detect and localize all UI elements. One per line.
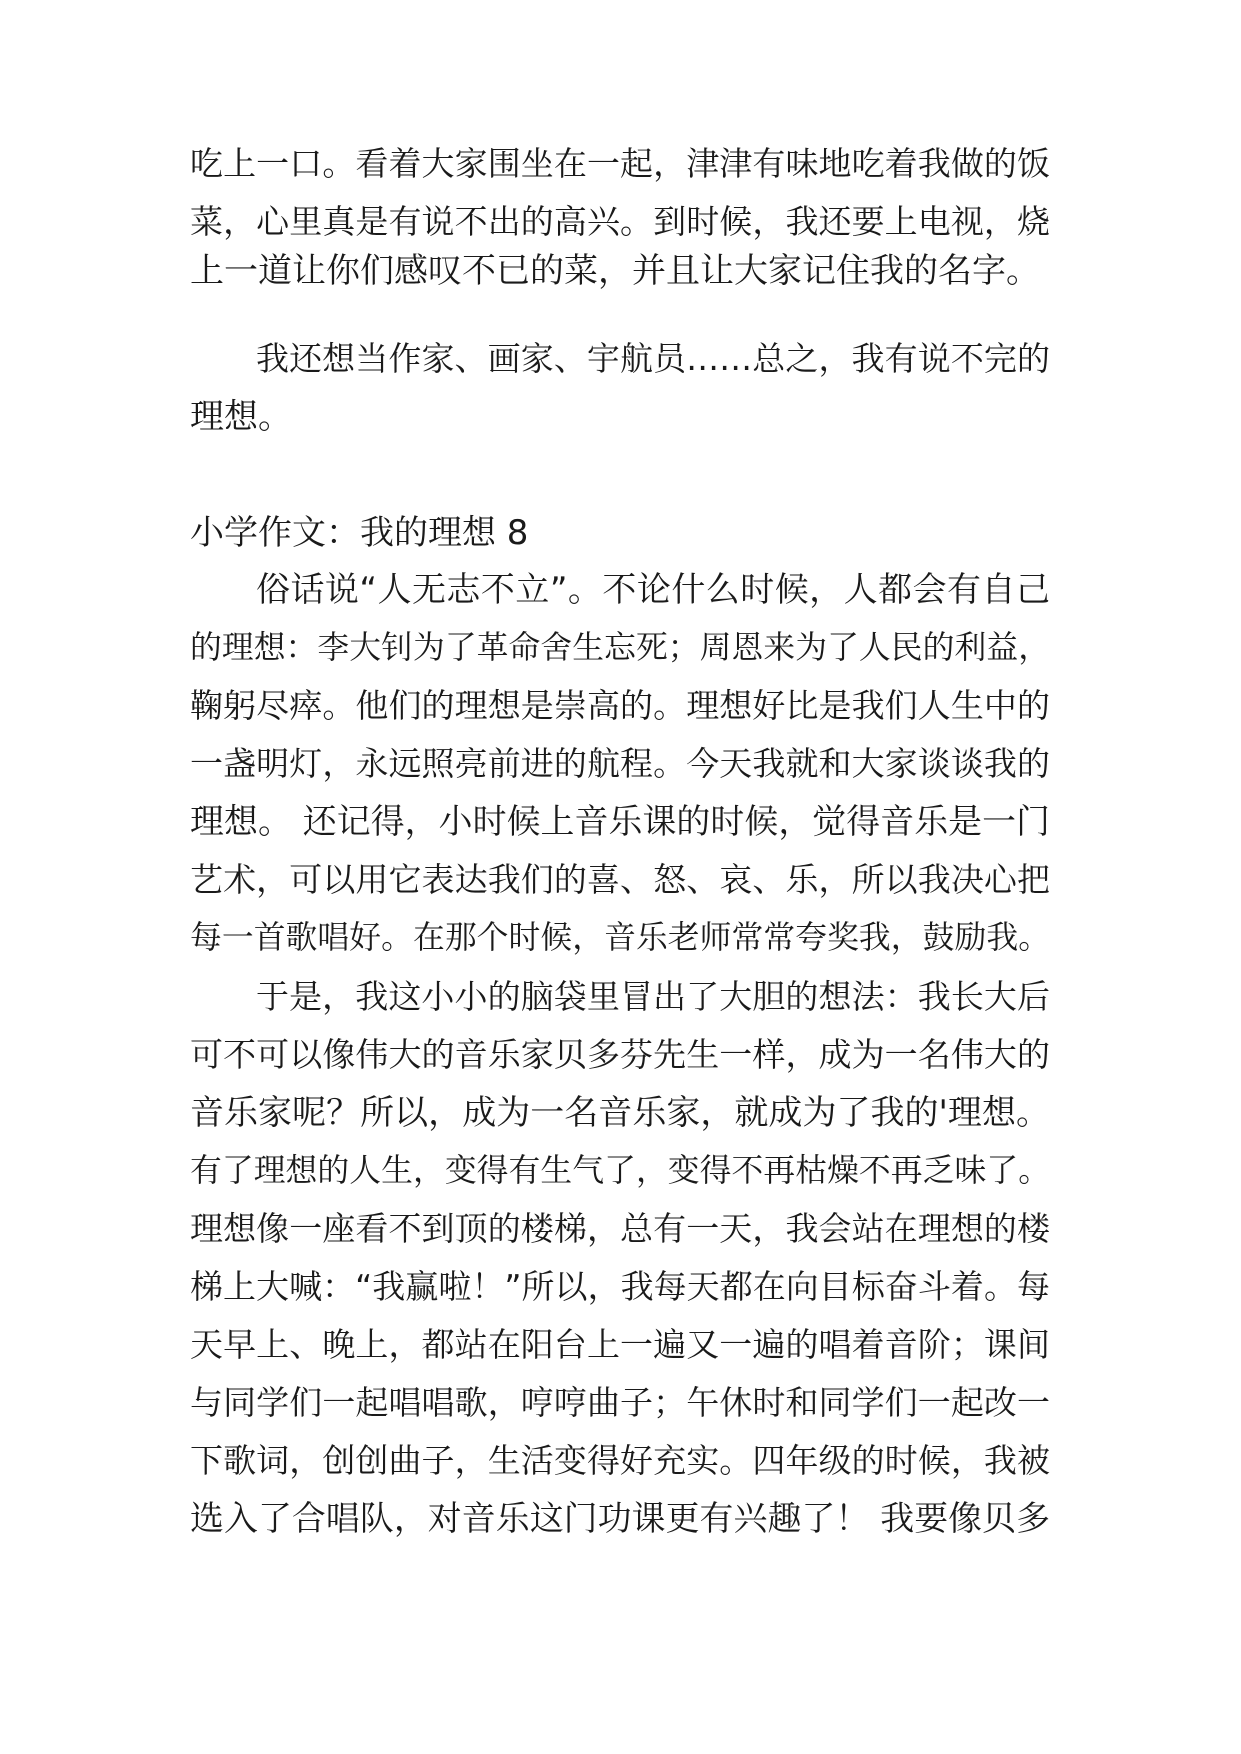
text-line: 天早上、晚上，都站在阳台上一遍又一遍的唱着音阶；课间: [190, 1325, 1050, 1364]
text-line: 选入了合唱队，对音乐这门功课更有兴趣了！ 我要像贝多: [190, 1499, 1050, 1538]
text-line: 的理想：李大钊为了革命舍生忘死；周恩来为了人民的利益，: [190, 629, 1050, 666]
text-line: 每一首歌唱好。在那个时候，音乐老师常常夸奖我，鼓励我。: [190, 919, 1050, 956]
text-line: 与同学们一起唱唱歌，哼哼曲子；午休时和同学们一起改一: [190, 1383, 1050, 1422]
text-line: 梯上大喊：“我赢啦！”所以，我每天都在向目标奋斗着。每: [190, 1267, 1050, 1306]
text-line: 俗话说“人无志不立”。不论什么时候，人都会有自己: [256, 570, 1050, 610]
text-line: 理想像一座看不到顶的楼梯，总有一天，我会站在理想的楼: [190, 1209, 1050, 1248]
section-title: 小学作文：我的理想 8: [190, 513, 529, 553]
text-line: 上一道让你们感叹不已的菜，并且让大家记住我的名字。: [190, 251, 1040, 291]
text-line: 我还想当作家、画家、宇航员……总之，我有说不完的: [256, 339, 1050, 378]
text-line: 艺术，可以用它表达我们的喜、怒、哀、乐，所以我决心把: [190, 860, 1050, 899]
text-line: 有了理想的人生，变得有生气了，变得不再枯燥不再乏味了。: [190, 1152, 1050, 1189]
text-line: 理想。 还记得，小时候上音乐课的时候，觉得音乐是一门: [190, 802, 1050, 841]
text-line: 一盏明灯，永远照亮前进的航程。今天我就和大家谈谈我的: [190, 744, 1050, 783]
text-line: 吃上一口。看着大家围坐在一起，津津有味地吃着我做的饭: [190, 144, 1050, 183]
text-line: 菜，心里真是有说不出的高兴。到时候，我还要上电视，烧: [190, 202, 1050, 241]
text-line: 可不可以像伟大的音乐家贝多芬先生一样，成为一名伟大的: [190, 1035, 1050, 1074]
text-line: 鞠躬尽瘁。他们的理想是崇高的。理想好比是我们人生中的: [190, 686, 1050, 725]
text-line: 理想。: [190, 397, 292, 437]
text-line: 音乐家呢？所以，成为一名音乐家，就成为了我的'理想。: [190, 1093, 1050, 1133]
text-line: 下歌词，创创曲子，生活变得好充实。四年级的时候，我被: [190, 1441, 1050, 1480]
text-line: 于是，我这小小的脑袋里冒出了大胆的想法：我长大后: [256, 977, 1050, 1016]
